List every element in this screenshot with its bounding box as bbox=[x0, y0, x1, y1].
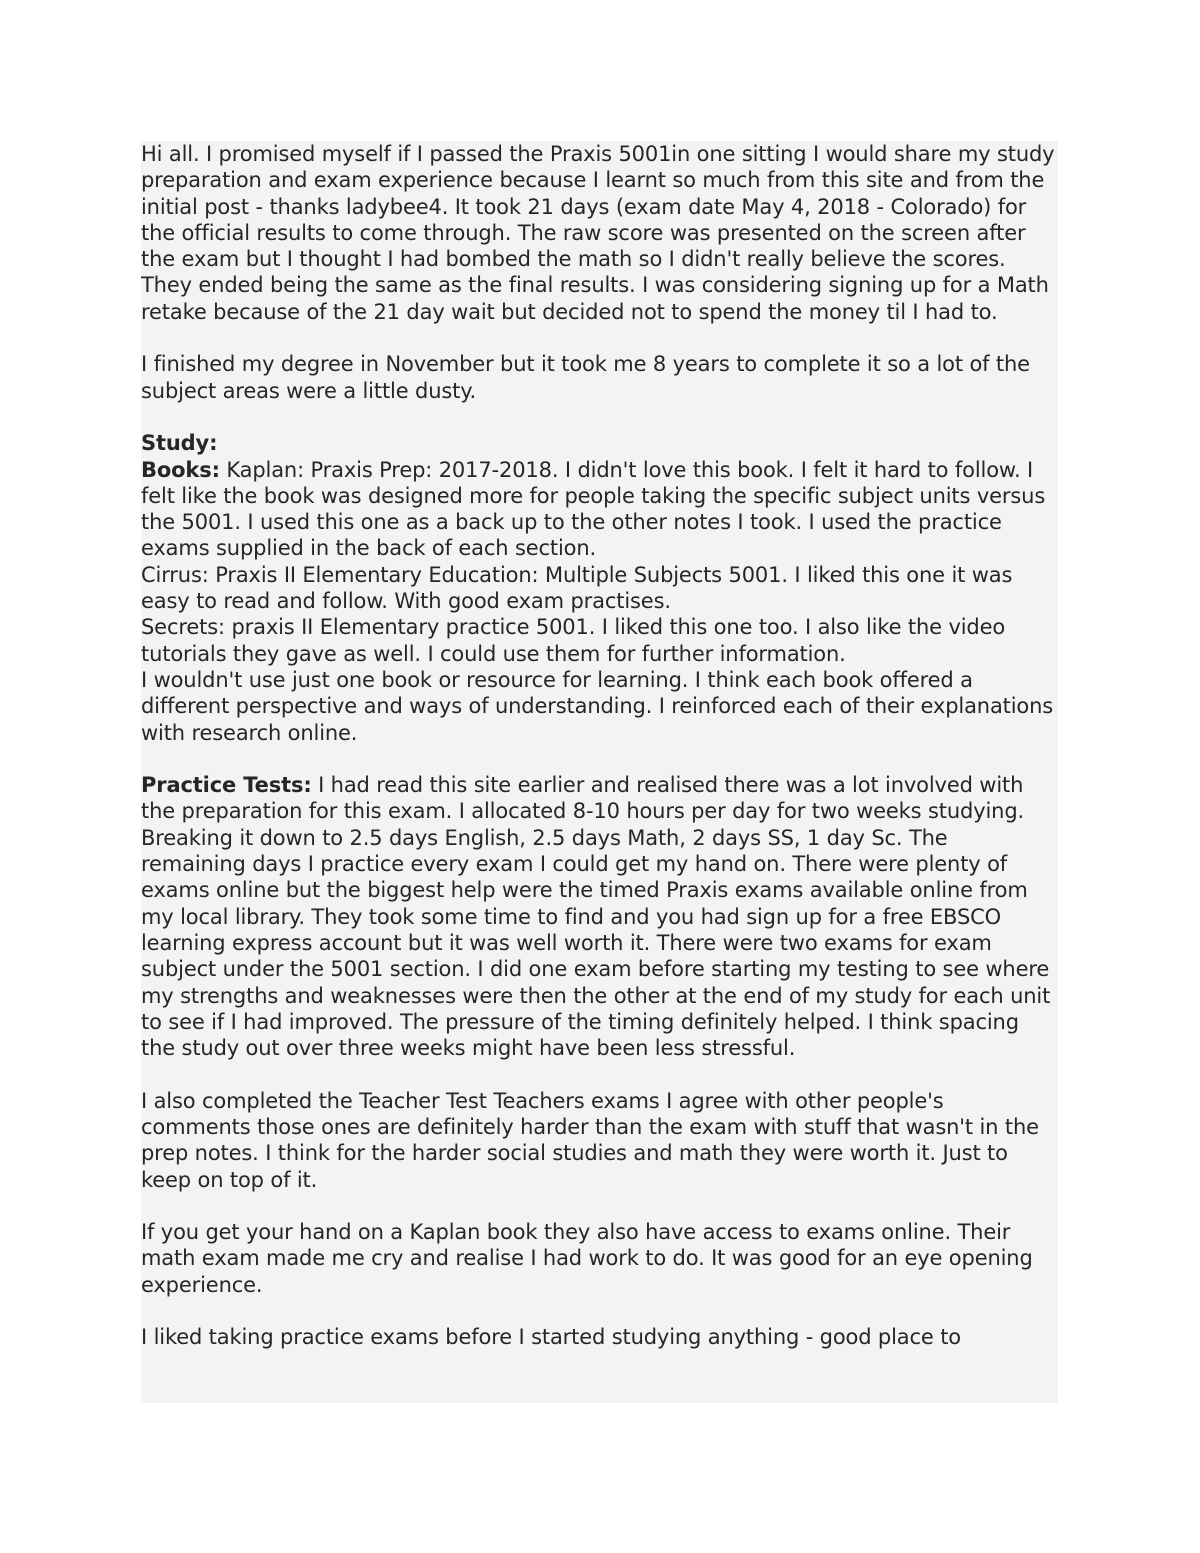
practice-tests-paragraph bbox=[141, 772, 1058, 1061]
teacher-test-paragraph: I also completed the Teacher Test Teachers exams I agree with other people's comments those ones are definitely harder than the exam with stuff that wasn't in the prep notes. I think for the harder social studies and math they were worth it. Just to keep on top of it. bbox=[141, 1088, 1039, 1192]
books-label: Books: bbox=[141, 457, 220, 482]
study-heading: Study: bbox=[141, 431, 218, 456]
intro-paragraph: Hi all. I promised myself if I passed the Praxis 5001in one sitting I would share my study preparation and exam experience because I learnt so much from this site and from the initial post - thanks ladybee4. It took 21 days (exam date May 4, 2018 - Colorado) for the official results to come through. The raw score was presented on the screen after the exam but I thought I had bombed the math so I didn't really believe the scores. They ended being the same as the final results. I was considering signing up for a Math retake because of the 21 day wait but decided not to spend the money til I had to. bbox=[141, 142, 1055, 324]
document-body bbox=[141, 141, 1058, 1403]
books-summary-paragraph: I wouldn't use just one book or resource for learning. I think each book offered a different perspective and ways of understanding. I reinforced each of their explanations with research online. bbox=[141, 667, 1054, 745]
practice-tests-label: Practice Tests: bbox=[141, 773, 312, 798]
books-kaplan-paragraph bbox=[141, 457, 1058, 562]
books-secrets-paragraph: Secrets: praxis II Elementary practice 5001. I liked this one too. I also like the video tutorials they gave as well. I could use them for further information. bbox=[141, 615, 1006, 666]
degree-paragraph: I finished my degree in November but it took me 8 years to complete it so a lot of the subject areas were a little dusty. bbox=[141, 352, 1030, 403]
books-kaplan-text: Kaplan: Praxis Prep: 2017-2018. I didn't love this book. I felt it hard to follow. I felt like the book was designed more for people taking the specific subject units versus the 5001. I used this one as a back up to the other notes I took. I used the practice exams supplied in the back of each section. bbox=[141, 457, 1046, 561]
kaplan-online-paragraph: If you get your hand on a Kaplan book they also have access to exams online. Their math exam made me cry and realise I had work to do. It was good for an eye opening experience. bbox=[141, 1220, 1033, 1297]
practice-before-paragraph: I liked taking practice exams before I started studying anything - good place to bbox=[141, 1325, 961, 1350]
practice-tests-text: I had read this site earlier and realised there was a lot involved with the preparation for this exam. I allocated 8-10 hours per day for two weeks studying. Breaking it down to 2.5 days English, 2.5 days Math, 2 days SS, 1 day Sc. The remaining days I practice every exam I could get my hand on. There were plenty of exams online but the biggest help were the timed Praxis exams available online from my local library. They took some time to find and you had sign up for a free EBSCO learning express account but it was well worth it. There were two exams for exam subject under the 5001 section. I did one exam before starting my testing to see where my strengths and weaknesses were then the other at the end of my study for each unit to see if I had improved. The pressure of the timing definitely helped. I think spacing the study out over three weeks might have been less stressful. bbox=[141, 773, 1051, 1061]
books-cirrus-paragraph: Cirrus: Praxis II Elementary Education: Multiple Subjects 5001. I liked this one it was easy to read and follow. With good exam practises. bbox=[141, 562, 1013, 614]
